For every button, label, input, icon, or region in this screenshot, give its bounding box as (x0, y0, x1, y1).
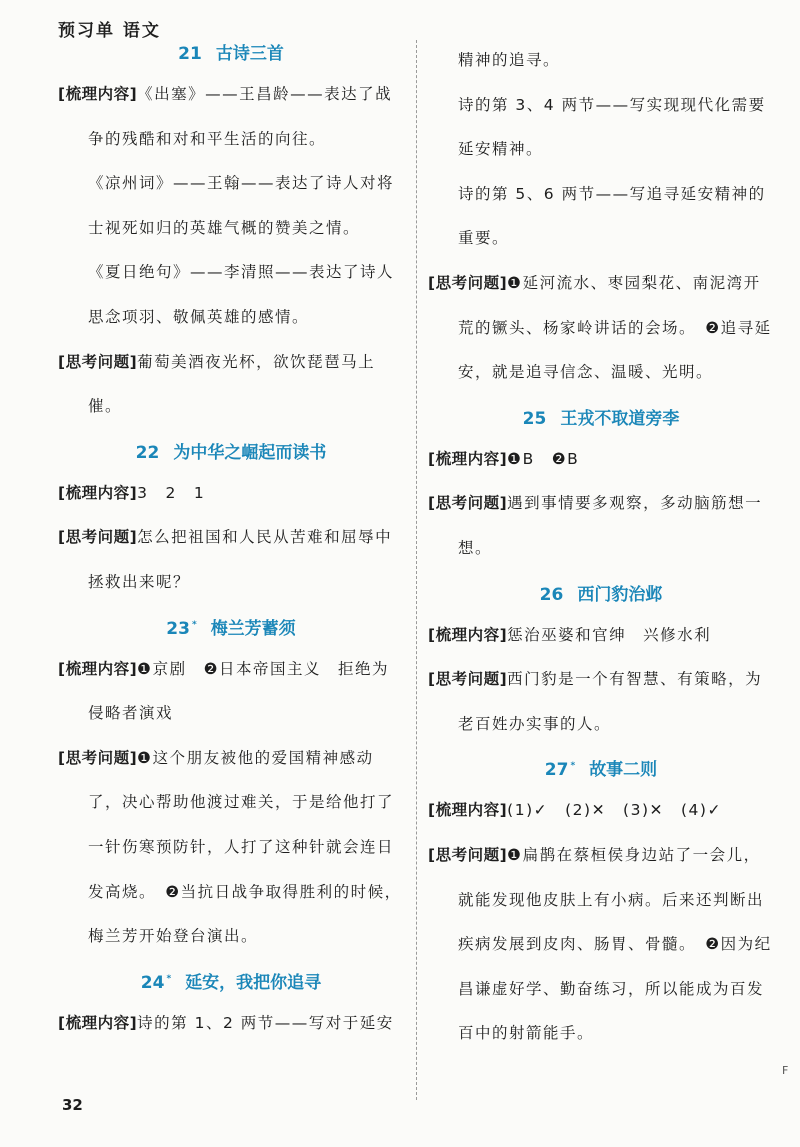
lesson-21-title (58, 36, 404, 72)
question-text: 葡萄美酒夜光杯，欲饮琵琶马上催。 (88, 352, 376, 416)
question-text: ❶延河流水、枣园梨花、南泥湾开荒的镢头、杨家岭讲话的会场。 ❷追寻延安，就是追寻信念、温暖、光明。 (458, 273, 772, 382)
lesson-22-question (58, 515, 404, 604)
section-tag: [思考问题] (428, 273, 508, 292)
content-text: (1)✓ (2)✕ (3)✕ (4)✓ (507, 801, 722, 820)
column-divider (416, 40, 417, 1100)
lesson-23-question (58, 736, 404, 959)
lesson-25-title (428, 401, 774, 437)
page-header: 预习单 语文 (58, 21, 161, 41)
question-text: ❶扁鹊在蔡桓侯身边站了一会儿，就能发现他皮肤上有小病。后来还判断出疾病发展到皮肉、肠胃、骨髓。 ❷因为纪昌谦虚好学、勤奋练习，所以能成为百发百中的射箭能手。 (458, 845, 772, 1043)
lesson-21-question (58, 340, 404, 429)
content-text: ❶B ❷B (507, 449, 580, 468)
lesson-24-content (58, 1001, 404, 1046)
lesson-26-content (428, 613, 774, 658)
section-tag: [梳理内容] (428, 801, 508, 820)
lesson-number: 27 * (544, 760, 576, 781)
question-text: 怎么把祖国和人民从苦难和屈辱中拯救出来呢？ (88, 528, 393, 591)
section-tag: [思考问题] (428, 845, 508, 864)
lesson-24-title (58, 965, 404, 1001)
lesson-title: 古诗三首 (215, 44, 284, 64)
section-tag: [思考问题] (428, 670, 508, 689)
question-text: 西门豹是一个有智慧、有策略，为老百姓办实事的人。 (458, 670, 763, 733)
content-text: 3 2 1 (137, 483, 206, 502)
left-column (58, 36, 404, 1045)
lesson-22-content (58, 471, 404, 516)
section-tag: [梳理内容] (58, 659, 138, 678)
section-tag: [思考问题] (58, 748, 138, 767)
lesson-number: 22 (135, 442, 160, 463)
edge-mark: F (782, 1064, 789, 1077)
lesson-24-content-2: 诗的第 3、4 两节——写实现现代化需要延安精神。 (458, 95, 766, 159)
lesson-25-content (428, 437, 774, 482)
content-text: 《出塞》——王昌龄——表达了战争的残酷和对和平生活的向往。 (88, 85, 393, 148)
lesson-21-content-2: 《凉州词》——王翰——表达了诗人对将士视死如归的英雄气概的赞美之情。 (88, 174, 395, 237)
right-column (428, 38, 774, 1056)
content-text: ❶京剧 ❷日本帝国主义 拒绝为侵略者演戏 (88, 659, 389, 723)
lesson-title: 延安，我把你追寻 (185, 972, 322, 993)
section-tag: [梳理内容] (58, 1013, 138, 1032)
section-tag: [梳理内容] (58, 85, 138, 103)
lesson-21-content-3: 《夏日绝句》——李清照——表达了诗人思念项羽、敬佩英雄的感情。 (88, 263, 395, 326)
optional-star: * (570, 761, 576, 772)
content-text: 诗的第 1、2 两节——写对于延安 (137, 1013, 394, 1032)
lesson-22-title (58, 435, 404, 471)
lesson-title: 西门豹治邺 (577, 584, 663, 605)
section-tag: [思考问题] (58, 352, 138, 371)
section-tag: [思考问题] (428, 494, 508, 513)
lesson-number: 26 (539, 584, 564, 605)
content-text: 惩治巫婆和官绅 兴修水利 (507, 625, 712, 644)
lesson-title: 故事二则 (589, 760, 658, 781)
section-tag: [梳理内容] (428, 449, 508, 468)
lesson-title: 梅兰芳蓄须 (210, 618, 296, 639)
lesson-24-content-3: 诗的第 5、6 两节——写追寻延安精神的重要。 (458, 184, 766, 248)
optional-star: * (191, 619, 197, 630)
page-number: 32 (62, 1096, 83, 1114)
section-tag: [梳理内容] (58, 483, 138, 502)
lesson-number: 24 * (140, 972, 172, 993)
lesson-title: 为中华之崛起而读书 (173, 442, 327, 463)
lesson-26-title (428, 577, 774, 613)
lesson-27-content (428, 788, 774, 833)
lesson-26-question (428, 657, 774, 746)
lesson-number: 21 (178, 44, 202, 64)
lesson-25-question (428, 481, 774, 570)
lesson-number: 25 (522, 408, 547, 429)
question-text: ❶这个朋友被他的爱国精神感动了，决心帮助他渡过难关，于是给他打了一针伤寒预防针，人打了这种针就会连日发高烧。 ❷当抗日战争取得胜利的时候，梅兰芳开始登台演出。 (88, 748, 402, 946)
lesson-21-content (58, 72, 404, 161)
lesson-number: 23 * (166, 618, 197, 639)
lesson-title: 王戎不取道旁李 (560, 408, 680, 429)
section-tag: [梳理内容] (428, 625, 508, 644)
section-tag: [思考问题] (58, 528, 138, 547)
lesson-24-content-cont: 精神的追寻。 (458, 51, 561, 69)
lesson-27-question (428, 833, 774, 1056)
lesson-27-title (428, 752, 774, 788)
question-text: 遇到事情要多观察，多动脑筋想一想。 (458, 494, 763, 557)
lesson-24-question (428, 261, 774, 395)
optional-star: * (166, 973, 172, 984)
lesson-23-content (58, 647, 404, 736)
lesson-23-title (58, 611, 404, 647)
